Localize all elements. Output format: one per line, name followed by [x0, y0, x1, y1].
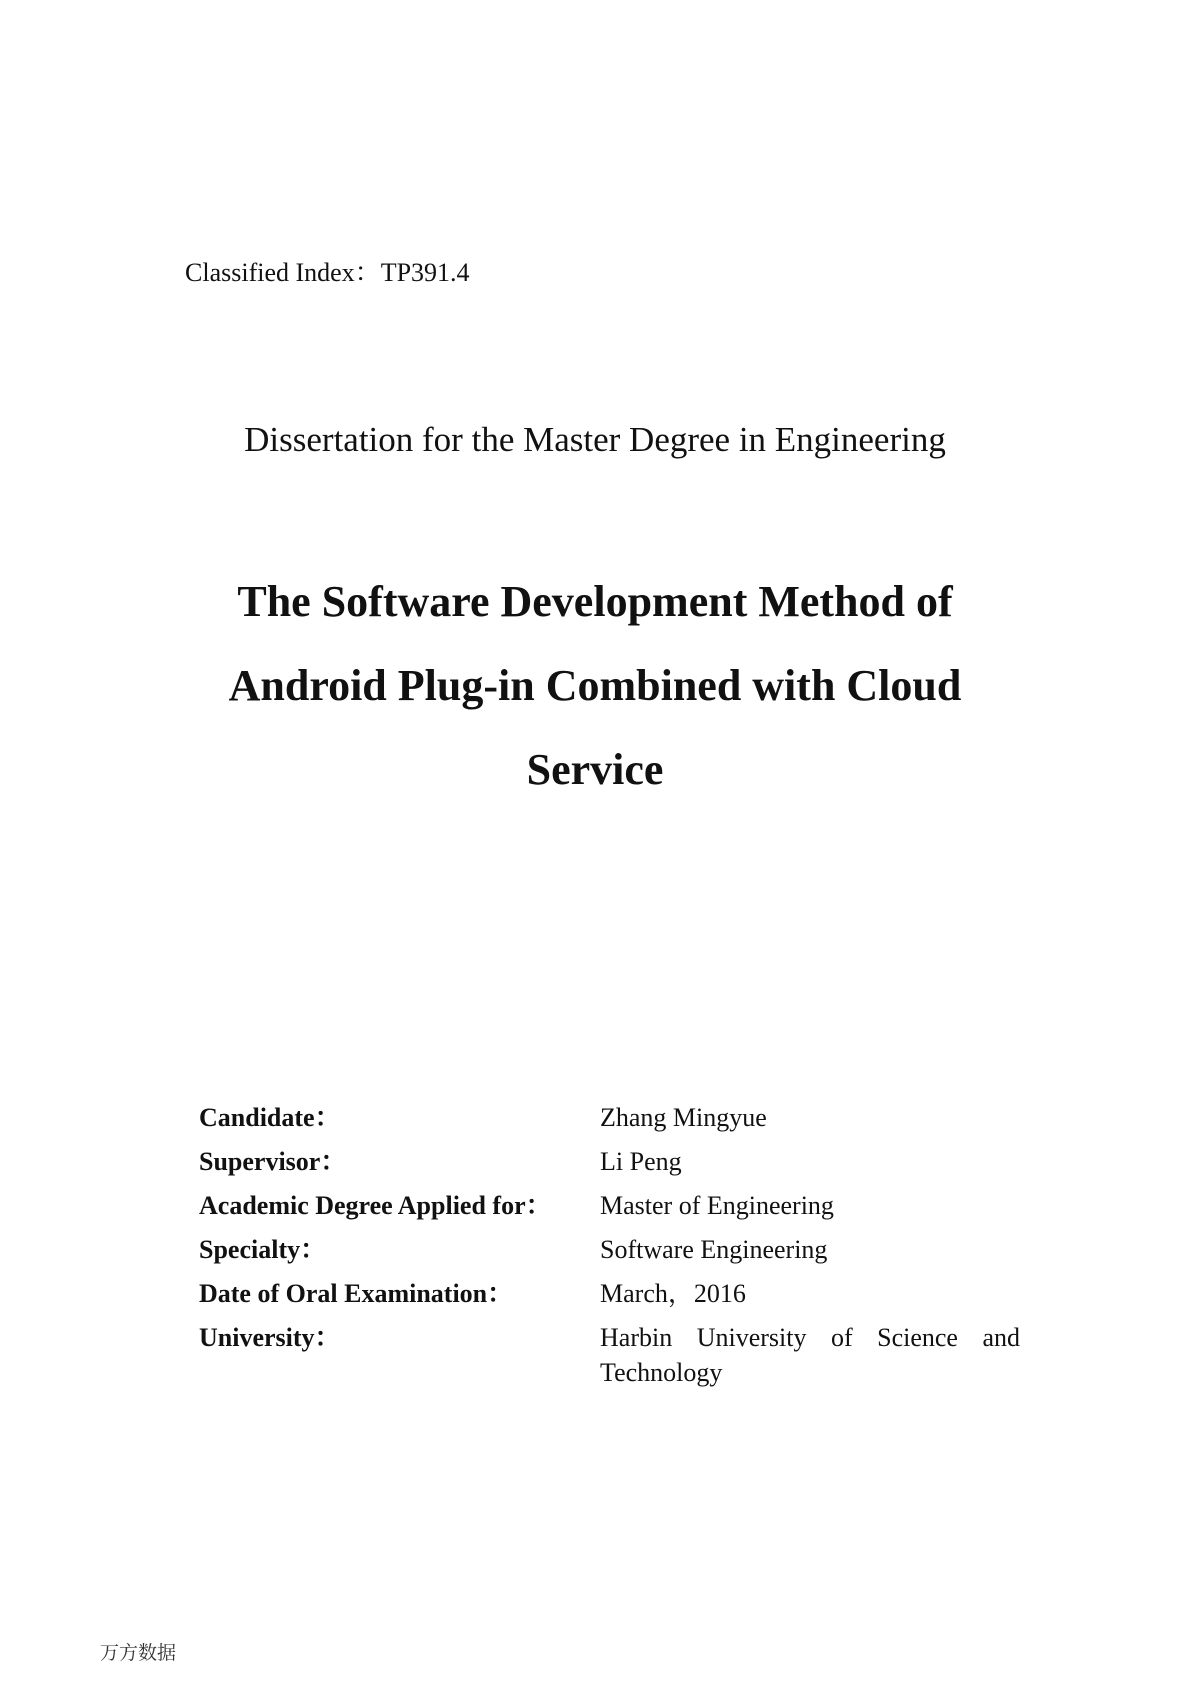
degree-line: Dissertation for the Master Degree in Engineering: [244, 420, 946, 459]
info-row-supervisor: [199, 1144, 1020, 1179]
info-row-university: [199, 1320, 1020, 1390]
info-row-candidate: [199, 1100, 1020, 1135]
info-table: [199, 1100, 1020, 1399]
info-row-date: [199, 1276, 1020, 1311]
title-line-1: The Software Development Method of: [237, 577, 953, 626]
degree-label: Academic Degree Applied for：: [199, 1191, 552, 1220]
info-row-degree: [199, 1188, 1020, 1223]
info-row-specialty: [199, 1232, 1020, 1267]
title-line-3: Service: [526, 745, 664, 794]
university-value: Harbin University of Science and Technology: [600, 1323, 1020, 1387]
candidate-value: Zhang Mingyue: [600, 1103, 767, 1132]
specialty-label: Specialty：: [199, 1235, 327, 1264]
supervisor-value: Li Peng: [600, 1147, 682, 1176]
classified-index-label: Classified Index：: [185, 258, 381, 287]
date-value: March，2016: [600, 1279, 746, 1308]
title-line-2: Android Plug-in Combined with Cloud: [228, 661, 962, 710]
degree-value: Master of Engineering: [600, 1191, 834, 1220]
classified-index-value: TP391.4: [380, 258, 470, 287]
specialty-value: Software Engineering: [600, 1235, 828, 1264]
university-label: University：: [199, 1323, 341, 1352]
dissertation-title: [0, 560, 1190, 812]
classified-index: [185, 252, 470, 289]
date-label: Date of Oral Examination：: [199, 1279, 514, 1308]
candidate-label: Candidate：: [199, 1103, 341, 1132]
supervisor-label: Supervisor：: [199, 1147, 347, 1176]
watermark: 万方数据: [100, 1642, 177, 1664]
